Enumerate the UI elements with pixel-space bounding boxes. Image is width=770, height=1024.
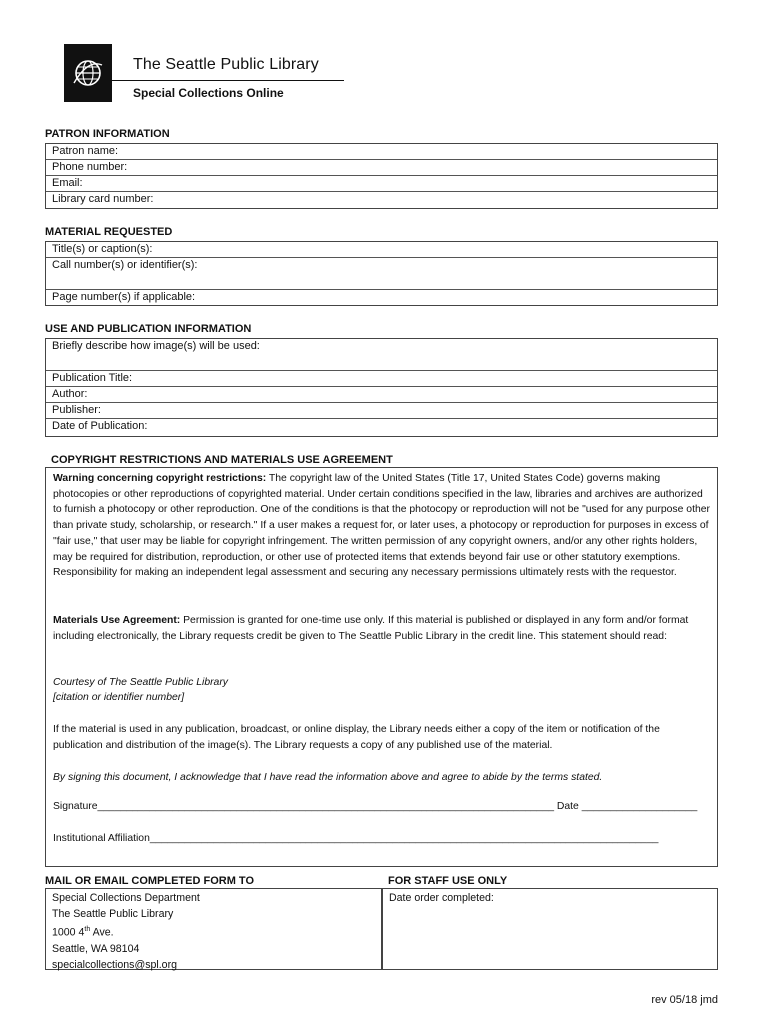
- globe-icon: [70, 55, 106, 91]
- use-heading: USE AND PUBLICATION INFORMATION: [45, 323, 252, 335]
- patron-box: [45, 143, 718, 209]
- revision-note: rev 05/18 jmd: [651, 994, 718, 1006]
- material-box: [45, 241, 718, 306]
- staff-heading: FOR STAFF USE ONLY: [388, 875, 508, 887]
- staff-use-box: [382, 888, 718, 970]
- mailing-address-box: [45, 888, 382, 970]
- address-city: Seattle, WA 98104: [52, 942, 140, 955]
- author-field[interactable]: Author:: [46, 387, 717, 403]
- email-field[interactable]: Email:: [46, 176, 717, 192]
- courtesy-line: Courtesy of The Seattle Public Library: [53, 677, 228, 688]
- publisher-field[interactable]: Publisher:: [46, 403, 717, 419]
- phone-number-field[interactable]: Phone number:: [46, 160, 717, 176]
- warning-text: The copyright law of the United States (Title 17, United States Code) governs making photocopies or other reproductions of copyrighted material. Under certain conditions specified in the law, libraries and archives are authorized to furnish a photocopy or other reproduction. One of the conditions is that the photocopy or reproduction will not be "used for any purpose other than private study, scholarship, or research." If a user makes a request for, or later uses, a photocopy or reproduction for purposes in excess of "fair use," that user may be liable for copyright infringement. The written permission of any copyright owners, and/or any other rights holders, may be required for distribution, reproduction, or other use of protected items that extends beyond fair use or other statutory exemptions. Responsibility for making an independent legal assessment and securing any necessary permissions ultimately rests with the requestor.: [53, 473, 710, 579]
- usage-description-field[interactable]: Briefly describe how image(s) will be used:: [46, 339, 717, 371]
- address-street: 1000 4th Ave.: [52, 926, 114, 939]
- warning-label: Warning concerning copyright restrictions:: [53, 473, 267, 484]
- publication-title-field[interactable]: Publication Title:: [46, 371, 717, 387]
- copyright-warning: [53, 471, 711, 581]
- library-name: The Seattle Public Library: [133, 56, 319, 73]
- agreement-text: Permission is granted for one-time use only. If this material is published or displayed in any form and/or format including electronically, the Library requests credit be given to The Seattle Public Library in the credit line. This statement should read:: [53, 615, 689, 642]
- citation-line: [citation or identifier number]: [53, 692, 185, 703]
- page-numbers-field[interactable]: Page number(s) if applicable:: [52, 291, 196, 303]
- copyright-agreement-box: [45, 467, 718, 867]
- address-department: Special Collections Department: [52, 892, 200, 904]
- header-divider: [112, 80, 344, 81]
- affiliation-line[interactable]: Institutional Affiliation________________________________________________________________________________________: [53, 833, 659, 844]
- signature-date-line[interactable]: Signature_______________________________________________________________________________ Date ____________________: [53, 801, 698, 812]
- publication-notice: If the material is used in any publication, broadcast, or online display, the Library needs either a copy of the item or notification of the publication and distribution of the image(s). The Library requests a copy of any published use of the material.: [53, 724, 660, 751]
- acknowledgement: By signing this document, I acknowledge that I have read the information above and agree to abide by the terms stated.: [53, 772, 603, 783]
- collection-name: Special Collections Online: [133, 86, 284, 100]
- mail-heading: MAIL OR EMAIL COMPLETED FORM TO: [45, 875, 254, 887]
- call-numbers-field[interactable]: Call number(s) or identifier(s):: [46, 258, 717, 290]
- patron-name-field[interactable]: Patron name:: [46, 144, 717, 160]
- library-card-field[interactable]: Library card number:: [52, 193, 154, 205]
- address-library: The Seattle Public Library: [52, 908, 174, 920]
- publication-date-field[interactable]: Date of Publication:: [52, 420, 148, 432]
- titles-field[interactable]: Title(s) or caption(s):: [46, 242, 717, 258]
- patron-heading: PATRON INFORMATION: [45, 128, 170, 140]
- library-logo: [64, 44, 112, 102]
- contact-email: specialcollections@spl.org: [52, 958, 177, 971]
- material-heading: MATERIAL REQUESTED: [45, 226, 173, 238]
- date-order-completed-field[interactable]: Date order completed:: [389, 892, 494, 904]
- copyright-heading: COPYRIGHT RESTRICTIONS AND MATERIALS USE AGREEMENT: [51, 454, 393, 466]
- agreement-label: Materials Use Agreement:: [53, 615, 181, 626]
- use-box: [45, 338, 718, 437]
- materials-use-agreement: [53, 613, 711, 644]
